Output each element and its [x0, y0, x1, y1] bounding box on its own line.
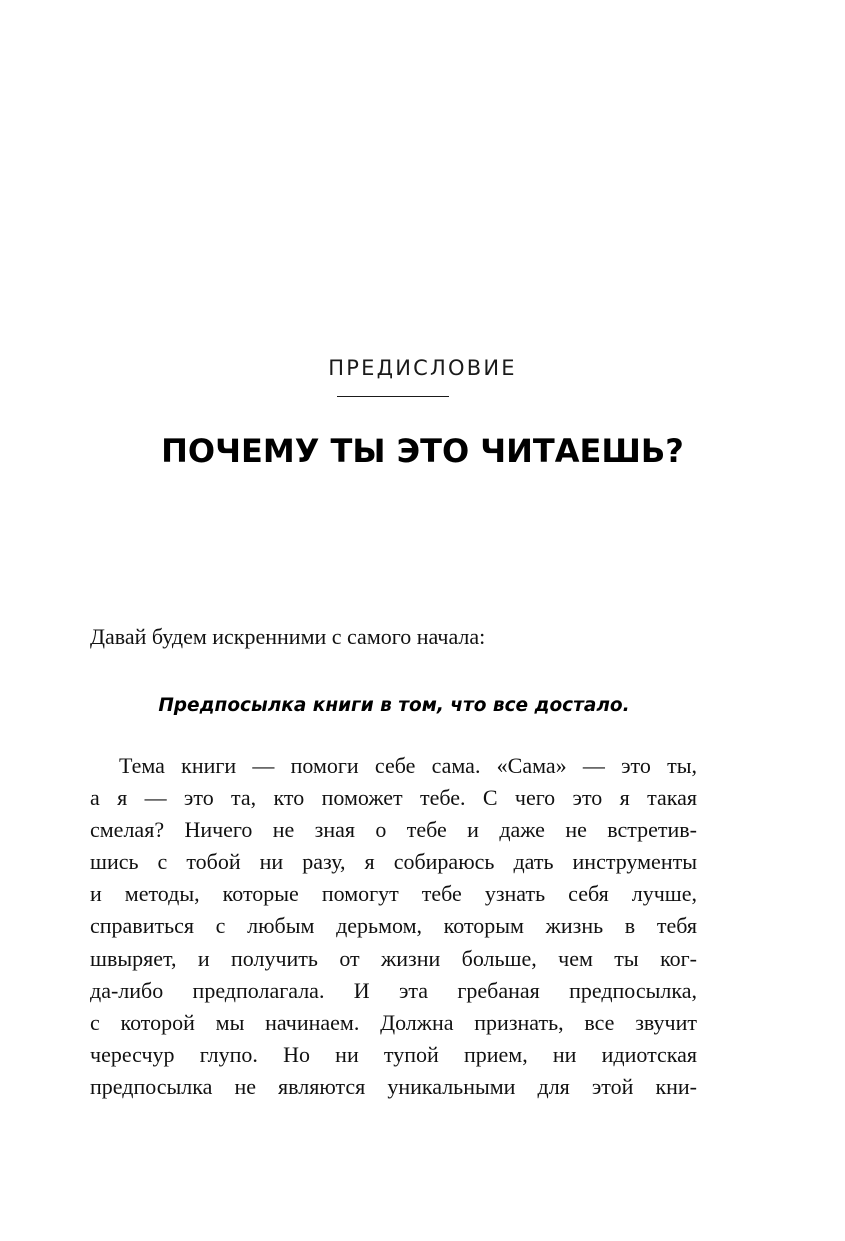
kicker-divider [337, 396, 449, 397]
body-line: шись с тобой ни разу, я собираюсь дать инструменты [90, 849, 697, 875]
body-line: смелая? Ничего не зная о тебе и даже не встретив- [90, 817, 697, 843]
intro-paragraph: Давай будем искренними с самого начала: [90, 624, 486, 649]
body-line: с которой мы начинаем. Должна признать, все звучит [90, 1009, 697, 1035]
body-line: предпосылка не являются уникальными для этой кни- [90, 1073, 697, 1099]
body-line: швыряет, и получить от жизни больше, чем ты ког- [90, 945, 697, 971]
body-paragraph [90, 750, 697, 1103]
body-line: да-либо предполагала. И эта гребаная предпосылка, [90, 977, 697, 1003]
chapter-kicker: ПРЕДИСЛОВИЕ [328, 356, 517, 380]
body-line: Тема книги — помоги себе сама. «Сама» — это ты, [119, 753, 697, 778]
chapter-title: ПОЧЕМУ ТЫ ЭТО ЧИТАЕШЬ? [161, 432, 684, 470]
body-line: справиться с любым дерьмом, которым жизнь в тебя [90, 913, 697, 939]
premise-statement: Предпосылка книги в том, что все достало. [158, 695, 630, 716]
body-line: а я — это та, кто поможет тебе. С чего это я такая [90, 785, 697, 811]
body-line: и методы, которые помогут тебе узнать себя лучше, [90, 881, 697, 907]
body-line: чересчур глупо. Но ни тупой прием, ни идиотская [90, 1041, 697, 1067]
